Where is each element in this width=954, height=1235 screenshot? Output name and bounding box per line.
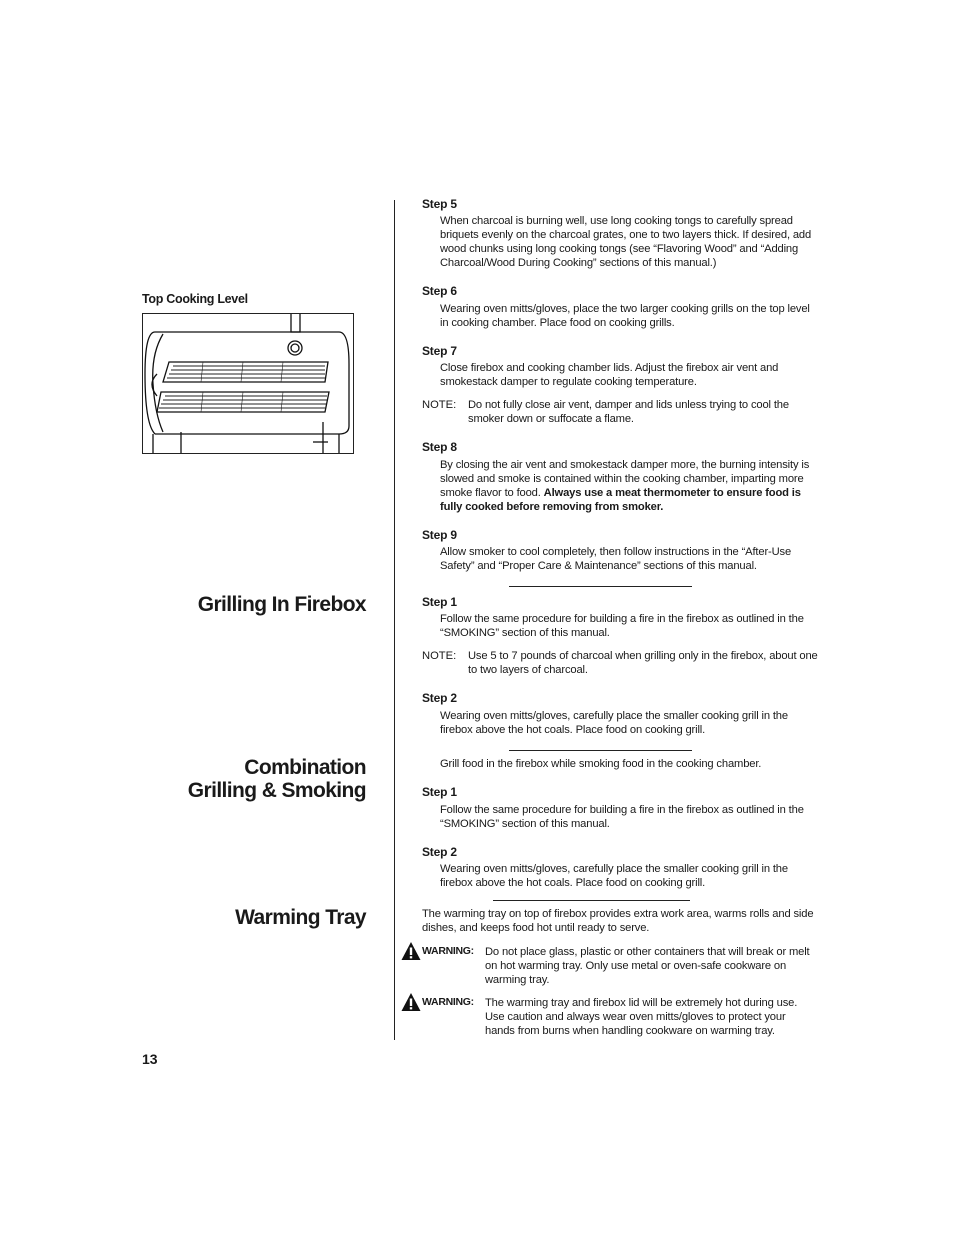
smoker-drawing [143,314,354,454]
step-label: Step 2 [422,691,457,705]
step-label: Step 7 [422,344,457,358]
step-text: Allow smoker to cool completely, then follow instructions in the “After-Use Safety” and “Proper Care & Maintenance” sections of this manual. [440,546,792,572]
page-number: 13 [142,1051,158,1067]
step-label: Step 1 [422,595,457,609]
note-label: NOTE: [422,399,457,411]
step-text: Close firebox and cooking chamber lids. Adjust the firebox air vent and smokestack damper to regulate cooking temperature. [440,362,779,388]
warning-icon [401,941,421,961]
step-text: Wearing oven mitts/gloves, carefully place the smaller cooking grill in the firebox above the hot coals. Place food on cooking grill. [440,710,788,736]
step-text [440,458,818,514]
section-intro: The warming tray on top of firebox provides extra work area, warms rolls and side dishes, and keeps food hot until ready to serve. [422,908,814,934]
column-divider [394,200,395,1040]
warning-icon [401,992,421,1012]
step-text: Follow the same procedure for building a fire in the firebox as outlined in the “SMOKING” section of this manual. [440,804,804,830]
section-rule [509,750,692,751]
step-label: Step 8 [422,440,457,454]
warning-label: WARNING: [422,945,474,957]
step-text-regular: By closing the air vent and smokestack damper more, the burning intensity is slowed and smoke is contained within the cooking chamber, imparting more smoke flavor to food. [440,459,810,499]
step-label: Step 1 [422,785,457,799]
note-label: NOTE: [422,650,457,662]
section-title-warming-tray: Warming Tray [235,906,366,929]
section-title-combination-line2: Grilling & Smoking [187,779,366,802]
warning-text: Do not place glass, plastic or other containers that will break or melt on hot warming tray. Only use metal or oven-safe cookware on warming tray. [485,946,810,986]
step-text: Wearing oven mitts/gloves, place the two larger cooking grills on the top level in cooking chamber. Place food on cooking grills. [440,303,810,329]
note-text: Use 5 to 7 pounds of charcoal when grilling only in the firebox, about one to two layers of charcoal. [468,650,818,676]
step-label: Step 9 [422,528,457,542]
section-intro: Grill food in the firebox while smoking food in the cooking chamber. [440,758,762,770]
step-text: When charcoal is burning well, use long cooking tongs to carefully spread briquets evenly on the charcoal grates, one to two layers thick. If desired, add wood chunks using long cooking tongs (see “Flavoring Wood” and “Adding Charcoal/Wood During Cooking” sections of this manual.) [440,215,812,269]
step-label: Step 6 [422,284,457,298]
warning-text: The warming tray and firebox lid will be extremely hot during use. Use caution and always wear oven mitts/gloves to protect your hands from burns when handling cookware on warming tray. [485,997,798,1037]
step-text: Wearing oven mitts/gloves, carefully place the smaller cooking grill in the firebox above the hot coals. Place food on cooking grill. [440,863,788,889]
step-text-emphasis: Always use a meat thermometer to ensure food is fully cooked before removing from smoker. [440,487,801,513]
section-rule [509,586,692,587]
warning-label: WARNING: [422,996,474,1008]
note-text: Do not fully close air vent, damper and lids unless trying to cool the smoker down or suffocate a flame. [468,399,789,425]
figure-caption: Top Cooking Level [142,292,248,306]
step-text: Follow the same procedure for building a fire in the firebox as outlined in the “SMOKING” section of this manual. [440,613,804,639]
section-rule [493,900,690,901]
step-label: Step 5 [422,197,457,211]
section-title-grilling-firebox: Grilling In Firebox [197,593,366,616]
section-title-combination-line1: Combination [244,756,366,779]
step-label: Step 2 [422,845,457,859]
top-cooking-level-illustration [142,313,354,454]
